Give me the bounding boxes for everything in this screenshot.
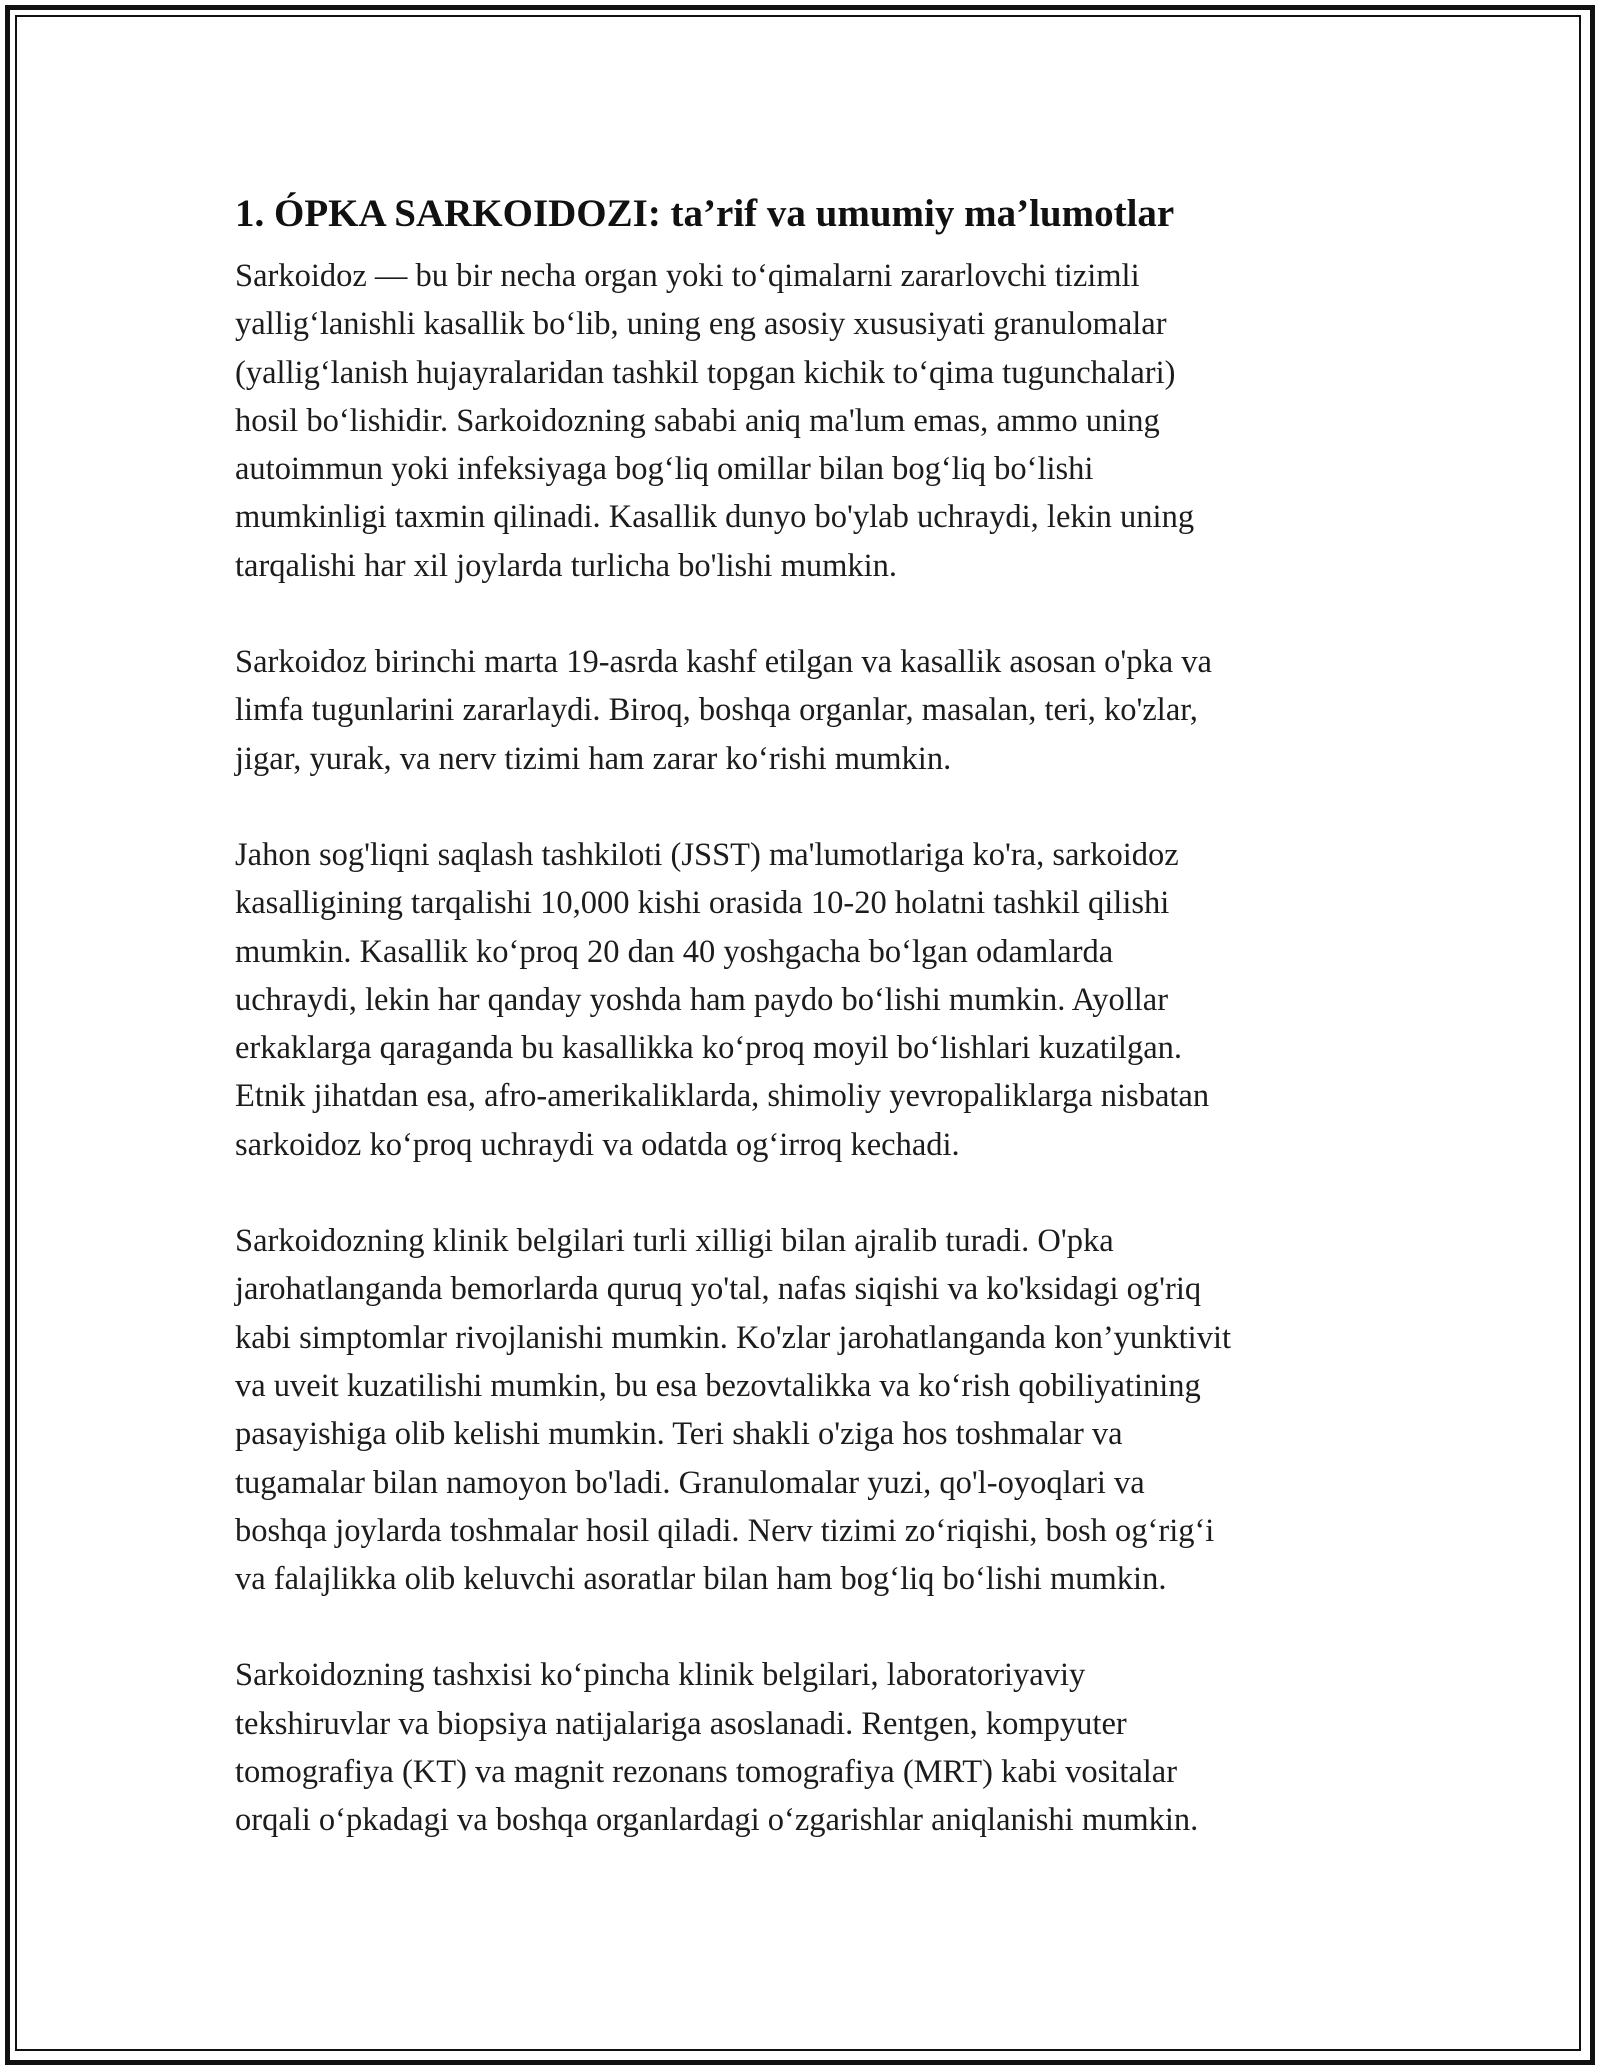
paragraph-clinical-signs <box>235 1217 1375 1603</box>
text-line: (yallig‘lanish hujayralaridan tashkil topgan kichik to‘qima tugunchalari) <box>235 354 1176 391</box>
text-line: tugamalar bilan namoyon bo'ladi. Granulomalar yuzi, qo'l-oyoqlari va <box>235 1464 1145 1501</box>
text-line: Sarkoidoz — bu bir necha organ yoki to‘qimalarni zararlovchi tizimli <box>235 258 1140 294</box>
text-line: tekshiruvlar va biopsiya natijalariga asoslanadi. Rentgen, kompyuter <box>235 1705 1127 1742</box>
paragraph-history <box>235 638 1375 783</box>
text-line: boshqa joylarda toshmalar hosil qiladi. Nerv tizimi zo‘riqishi, bosh og‘rig‘i <box>235 1512 1215 1549</box>
text-line: kabi simptomlar rivojlanishi mumkin. Ko'zlar jarohatlanganda kon’yunktivit <box>235 1319 1232 1356</box>
text-line: autoimmun yoki infeksiyaga bog‘liq omillar bilan bog‘liq bo‘lishi <box>235 451 1094 488</box>
text-line: orqali o‘pkadagi va boshqa organlardagi o‘zgarishlar aniqlanishi mumkin. <box>235 1802 1199 1839</box>
text-line: sarkoidoz ko‘proq uchraydi va odatda og‘irroq kechadi. <box>235 1126 960 1163</box>
text-line: tomografiya (KT) va magnit rezonans tomografiya (MRT) kabi vositalar <box>235 1754 1178 1791</box>
text-line: va falajlikka olib keluvchi asoratlar bilan ham bog‘liq bo‘lishi mumkin. <box>235 1561 1167 1598</box>
text-line: tarqalishi har xil joylarda turlicha bo'lishi mumkin. <box>235 547 898 584</box>
text-line: limfa tugunlarini zararlaydi. Biroq, boshqa organlar, masalan, teri, ko'zlar, <box>235 692 1198 729</box>
section-title: 1. ÓPKA SARKOIDOZI: ta’rif va umumiy ma’lumotlar <box>235 192 1175 235</box>
text-line: Sarkoidozning klinik belgilari turli xilligi bilan ajralib turadi. O'pka <box>235 1223 1114 1260</box>
document-body <box>235 188 1375 1893</box>
text-line: Jahon sog'liqni saqlash tashkiloti (JSST) ma'lumotlariga ko'ra, sarkoidoz <box>235 836 1179 873</box>
paragraph-diagnosis <box>235 1651 1375 1844</box>
text-line: uchraydi, lekin har qanday yoshda ham paydo bo‘lishi mumkin. Ayollar <box>235 981 1169 1018</box>
text-line: Etnik jihatdan esa, afro-amerikaliklarda, shimoliy yevropaliklarga nisbatan <box>235 1078 1210 1115</box>
text-line: va uveit kuzatilishi mumkin, bu esa bezovtalikka va ko‘rish qobiliyatining <box>235 1367 1201 1404</box>
paragraph-epidemiology <box>235 831 1375 1169</box>
text-line: jarohatlanganda bemorlarda quruq yo'tal, nafas siqishi va ko'ksidagi og'riq <box>235 1271 1202 1308</box>
text-line: Sarkoidoz birinchi marta 19-asrda kashf etilgan va kasallik asosan o'pka va <box>235 644 1212 681</box>
text-line: pasayishiga olib kelishi mumkin. Teri shakli o'ziga hos toshmalar va <box>235 1416 1123 1453</box>
paragraph-definition <box>235 252 1375 590</box>
text-line: mumkin. Kasallik ko‘proq 20 dan 40 yoshgacha bo‘lgan odamlarda <box>235 933 1114 970</box>
text-line: jigar, yurak, va nerv tizimi ham zarar ko‘rishi mumkin. <box>235 740 952 777</box>
text-line: kasalligining tarqalishi 10,000 kishi orasida 10-20 holatni tashkil qilishi <box>235 885 1170 922</box>
text-line: erkaklarga qaraganda bu kasallikka ko‘proq moyil bo‘lishlari kuzatilgan. <box>235 1030 1183 1067</box>
text-line: yallig‘lanishli kasallik bo‘lib, uning eng asosiy xususiyati granulomalar <box>235 306 1167 343</box>
text-line: Sarkoidozning tashxisi ko‘pincha klinik belgilari, laboratoriyaviy <box>235 1657 1086 1694</box>
text-line: mumkinligi taxmin qilinadi. Kasallik dunyo bo'ylab uchraydi, lekin uning <box>235 499 1195 536</box>
text-line: hosil bo‘lishidir. Sarkoidozning sababi aniq ma'lum emas, ammo uning <box>235 402 1160 439</box>
